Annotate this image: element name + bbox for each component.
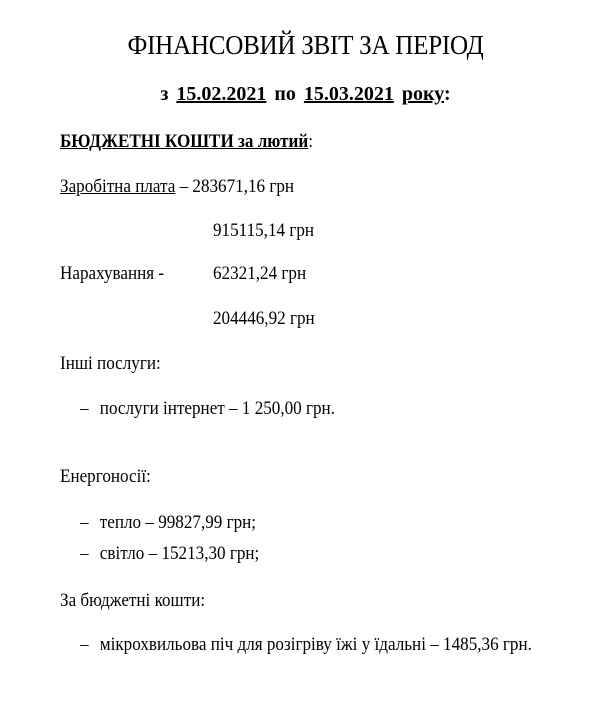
period-colon: : xyxy=(444,83,451,105)
other-services-label: Інші послуги: xyxy=(60,353,161,374)
salary-value-1: 283671,16 грн xyxy=(192,176,295,197)
budget-funds-label: За бюджетні кошти: xyxy=(60,590,206,611)
energy-item-heat-text: тепло – 99827,99 грн; xyxy=(99,512,257,533)
budget-header-colon: : xyxy=(308,131,314,152)
list-dash: – xyxy=(80,543,89,564)
list-dash: – xyxy=(80,398,89,419)
energy-label: Енергоносії: xyxy=(60,466,151,487)
report-title: ФІНАНСОВИЙ ЗВІТ ЗА ПЕРІОД xyxy=(127,30,484,60)
budget-header-text: БЮДЖЕТНІ КОШТИ за лютий xyxy=(60,131,309,152)
budget-funds-item-text: мікрохвильова піч для розігріву їжі у їдальні – 1485,36 грн. xyxy=(99,634,532,655)
period-to-date: 15.03.2021 xyxy=(303,83,394,105)
accruals-label: Нарахування - xyxy=(60,263,165,284)
other-services-item xyxy=(80,398,335,420)
salary-label: Заробітна плата xyxy=(60,176,176,197)
period-from-word: з xyxy=(160,83,169,105)
energy-item-electricity xyxy=(80,543,259,565)
period-to-word: по xyxy=(274,83,296,105)
other-services-item-text: послуги інтернет – 1 250,00 грн. xyxy=(99,398,335,419)
salary-row xyxy=(60,176,294,198)
list-dash: – xyxy=(80,634,89,655)
budget-header xyxy=(60,131,313,153)
accruals-value-1: 62321,24 грн xyxy=(213,263,307,284)
energy-item-heat xyxy=(80,512,256,534)
report-period xyxy=(0,83,611,106)
energy-item-electricity-text: світло – 15213,30 грн; xyxy=(99,543,260,564)
salary-sep: – xyxy=(175,176,193,197)
list-dash: – xyxy=(80,512,89,533)
budget-funds-item xyxy=(80,634,532,656)
period-year-word: року xyxy=(401,83,444,105)
accruals-value-2: 204446,92 грн xyxy=(213,308,315,329)
salary-value-2: 915115,14 грн xyxy=(213,220,315,241)
period-from-date: 15.02.2021 xyxy=(176,83,267,105)
